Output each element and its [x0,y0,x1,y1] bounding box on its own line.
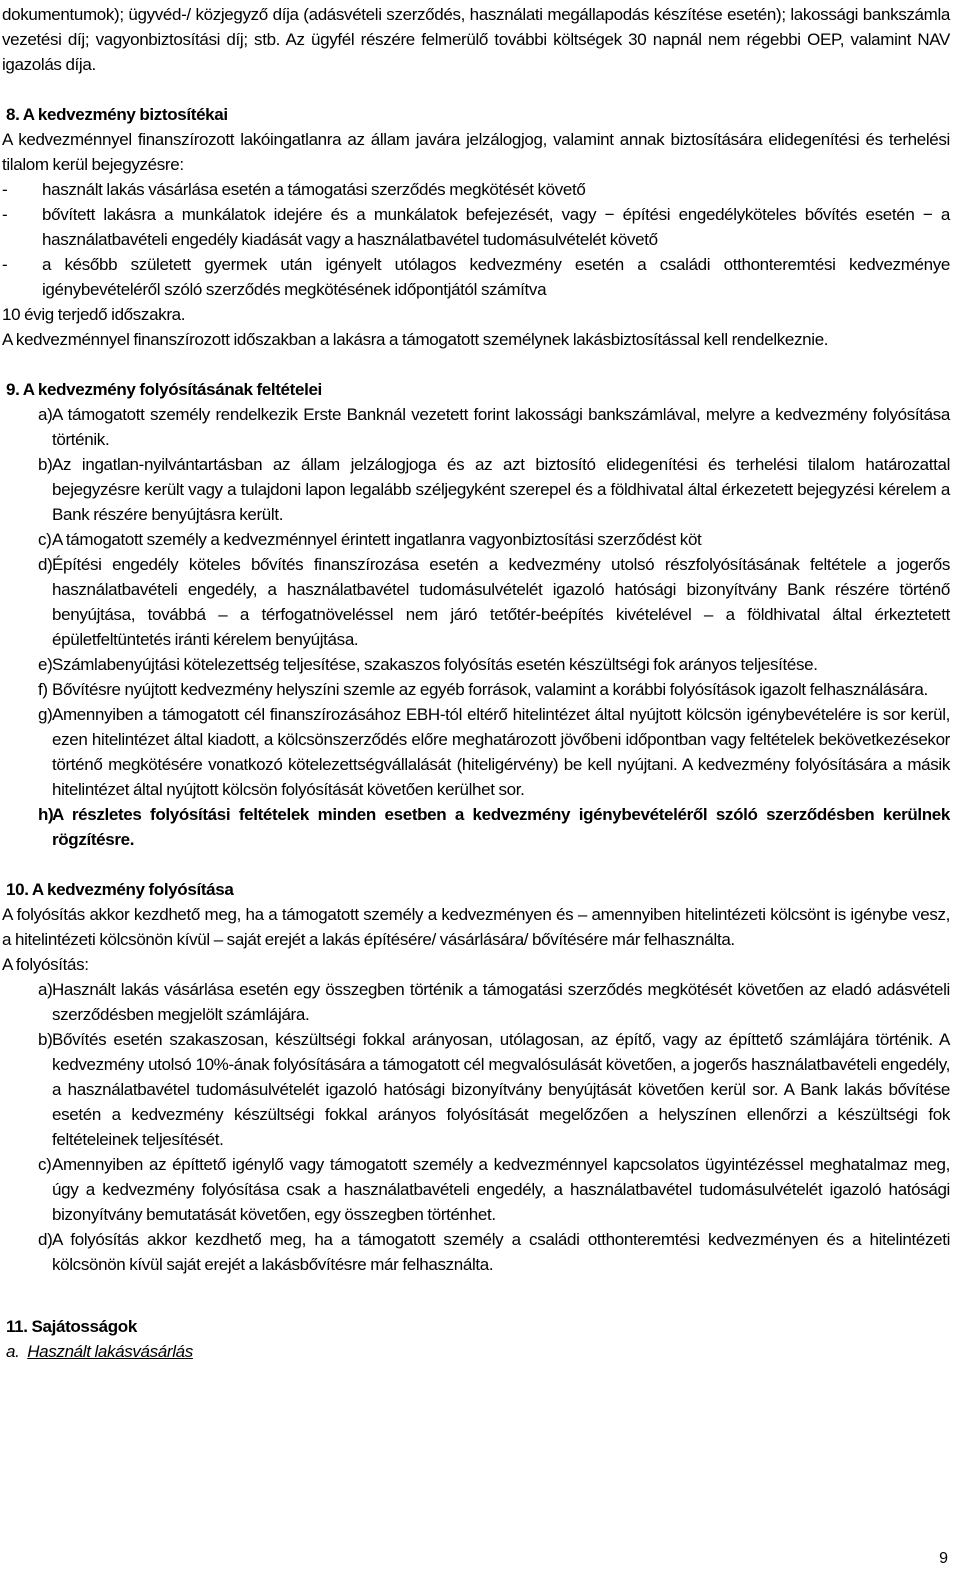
list-marker: c) [38,1155,52,1174]
list-marker: e) [38,655,53,674]
list-item-text: Bővítésre nyújtott kedvezmény helyszíni szemle az egyéb források, valamint a korábbi folyósítások igazolt felhasználására. [52,680,928,699]
section-11-heading: 11. Sajátosságok [6,1317,137,1336]
list-marker: - [2,205,8,224]
subheading-marker: a. [6,1342,20,1361]
list-marker: g) [38,705,53,724]
list-marker: d) [38,555,53,574]
section-10-list [2,977,950,1277]
list-item-text: Bővítés esetén szakaszosan, készültségi fokkal arányosan, utólagosan, az építő, vagy az építtető számlájára történik. A kedvezmény utolsó 10%-ának folyósítására a támogatott cél megvalósulását követően, a jogerős használatbavételi engedély, a használatbavétel tudomásulvételét igazoló hatósági bizonyítvány benyújtását követően kerül sor. A Bank lakás bővítése esetén a kedvezmény készültségi fokkal arányos folyósítását megelőzően a helyszínen ellenőrzi a készültségi fok feltételeinek teljesítését. [52,1030,950,1149]
list-marker: f) [38,680,48,699]
list-item [2,452,950,527]
list-item [2,1152,950,1227]
section-8-heading: 8. A kedvezmény biztosítékai [6,105,228,124]
list-item-text: A folyósítás akkor kezdhető meg, ha a támogatott személy a családi otthonteremtési kedvezményen és a hitelintézeti kölcsönön kívül saját erejét a lakásbővítésre már felhasználta. [52,1230,950,1274]
list-item [2,1027,950,1152]
list-item-text: használt lakás vásárlása esetén a támogatási szerződés megkötését követő [42,180,586,199]
list-item-text: A támogatott személy rendelkezik Erste Banknál vezetett forint lakossági bankszámlával, melyre a kedvezmény folyósítása történik. [52,405,950,449]
list-item-text: A támogatott személy a kedvezménnyel érintett ingatlanra vagyonbiztosítási szerződést köt [52,530,702,549]
list-item [2,527,950,552]
list-item-text: Használt lakás vásárlása esetén egy összegben történik a támogatási szerződés megkötését követően az eladó adásvételi szerződésben megjelölt számlájára. [52,980,950,1024]
list-item-text: bővített lakásra a munkálatok idejére és a munkálatok befejezését, vagy − építési engedélyköteles bővítés esetén − a használatbavételi engedély kiadását vagy a használatbavétel tudomásulvételét követő [42,205,950,249]
list-item-text: Amennyiben a támogatott cél finanszírozásához EBH-tól eltérő hitelintézet által nyújtott kölcsön igénybevételére is sor kerül, ezen hitelintézet által kiadott, a kölcsönszerződés előre meghatározott jövőbeni időpontban vagy feltételek bekövetkezésekor történő megkötésére vonatkozó kötelezettségvállalását (hiteligérvény) be kell nyújtani. A kedvezmény folyósítására a másik hitelintézet által nyújtott kölcsön folyósítását követően kerülhet sor. [52,705,950,799]
list-item [2,1227,950,1277]
list-item [2,252,950,302]
page-number: 9 [939,1550,948,1567]
list-item-text: Építési engedély köteles bővítés finanszírozása esetén a kedvezmény utolsó részfolyósításának feltétele a jogerős használatbavételi engedély, a használatbavétel tudomásulvételét igazoló hatósági bizonyítvány Bank részére történő benyújtása, továbbá – a térfogatnöveléssel nem járó tetőtér-beépítés kivételével – a földhivatal által érkeztetett épületfeltüntetés iránti kérelem benyújtása. [52,555,950,649]
section-9-list [2,402,950,852]
list-marker: h) [38,805,54,824]
list-item [2,177,950,202]
list-item [2,552,950,652]
list-marker: a) [38,980,53,999]
list-item [2,202,950,252]
list-marker: - [2,255,8,274]
section-10-label: A folyósítás: [2,955,89,974]
list-item [2,702,950,802]
list-item [2,802,950,852]
section-11-subheading [2,1339,950,1364]
list-item-text: Az ingatlan-nyilvántartásban az állam jelzálogjoga és az azt biztosító elidegenítési és terhelési tilalom határozattal bejegyzésre került vagy a tulajdoni lapon legalább széljegyként szerepel és a földhivatal által érkezetett bejegyzési kérelem a Bank részére benyújtásra került. [52,455,950,524]
document-body [2,2,950,1364]
list-item [2,402,950,452]
section-8-paragraph: A kedvezménnyel finanszírozott lakóingatlanra az állam javára jelzálogjog, valamint annak biztosítására elidegenítési és terhelési tilalom kerül bejegyzésre: [2,130,950,174]
intro-paragraph: dokumentumok); ügyvéd-/ közjegyző díja (adásvételi szerződés, használati megállapodás készítése esetén); lakossági bankszámla vezetési díj; vagyonbiztosítási díj; stb. Az ügyfél részére felmerülő további költségek 30 napnál nem régebbi OEP, valamint NAV igazolás díja. [2,5,950,74]
list-item [2,977,950,1027]
section-8-list [2,177,950,302]
section-8-tail-2: A kedvezménnyel finanszírozott időszakban a lakásra a támogatott személynek lakásbiztosítással kell rendelkeznie. [2,330,829,349]
list-item-text: Számlabenyújtási kötelezettség teljesítése, szakaszos folyósítás esetén készültségi fok arányos teljesítése. [52,655,818,674]
list-marker: a) [38,405,53,424]
subheading-text: Használt lakásvásárlás [27,1342,193,1361]
list-item-text: Amennyiben az építtető igénylő vagy támogatott személy a kedvezménnyel kapcsolatos ügyintézéssel meghatalmaz meg, úgy a kedvezmény folyósítása csak a használatbavételi engedély, a használatbavétel tudomásulvételét igazoló hatósági bizonyítvány bemutatását követően, egy összegben történhet. [52,1155,950,1224]
list-item [2,677,950,702]
list-marker: b) [38,455,53,474]
list-item [2,652,950,677]
list-marker: d) [38,1230,53,1249]
section-8-tail-1: 10 évig terjedő időszakra. [2,305,186,324]
list-marker: - [2,180,8,199]
section-10-paragraph: A folyósítás akkor kezdhető meg, ha a támogatott személy a kedvezményen és – amennyiben hitelintézeti kölcsönt is igénybe vesz, a hitelintézeti kölcsönön kívül – saját erejét a lakás építésére/ vásárlására/ bővítésére már felhasználta. [2,905,950,949]
list-marker: b) [38,1030,53,1049]
list-item-text: A részletes folyósítási feltételek minden esetben a kedvezmény igénybevételéről szóló szerződésben kerülnek rögzítésre. [52,805,950,849]
list-marker: c) [38,530,52,549]
section-9-heading: 9. A kedvezmény folyósításának feltételei [6,380,322,399]
section-10-heading: 10. A kedvezmény folyósítása [6,880,234,899]
list-item-text: a később született gyermek után igényelt utólagos kedvezmény esetén a családi otthonteremtési kedvezménye igénybevételéről szóló szerződés megkötésének időpontjától számítva [42,255,950,299]
